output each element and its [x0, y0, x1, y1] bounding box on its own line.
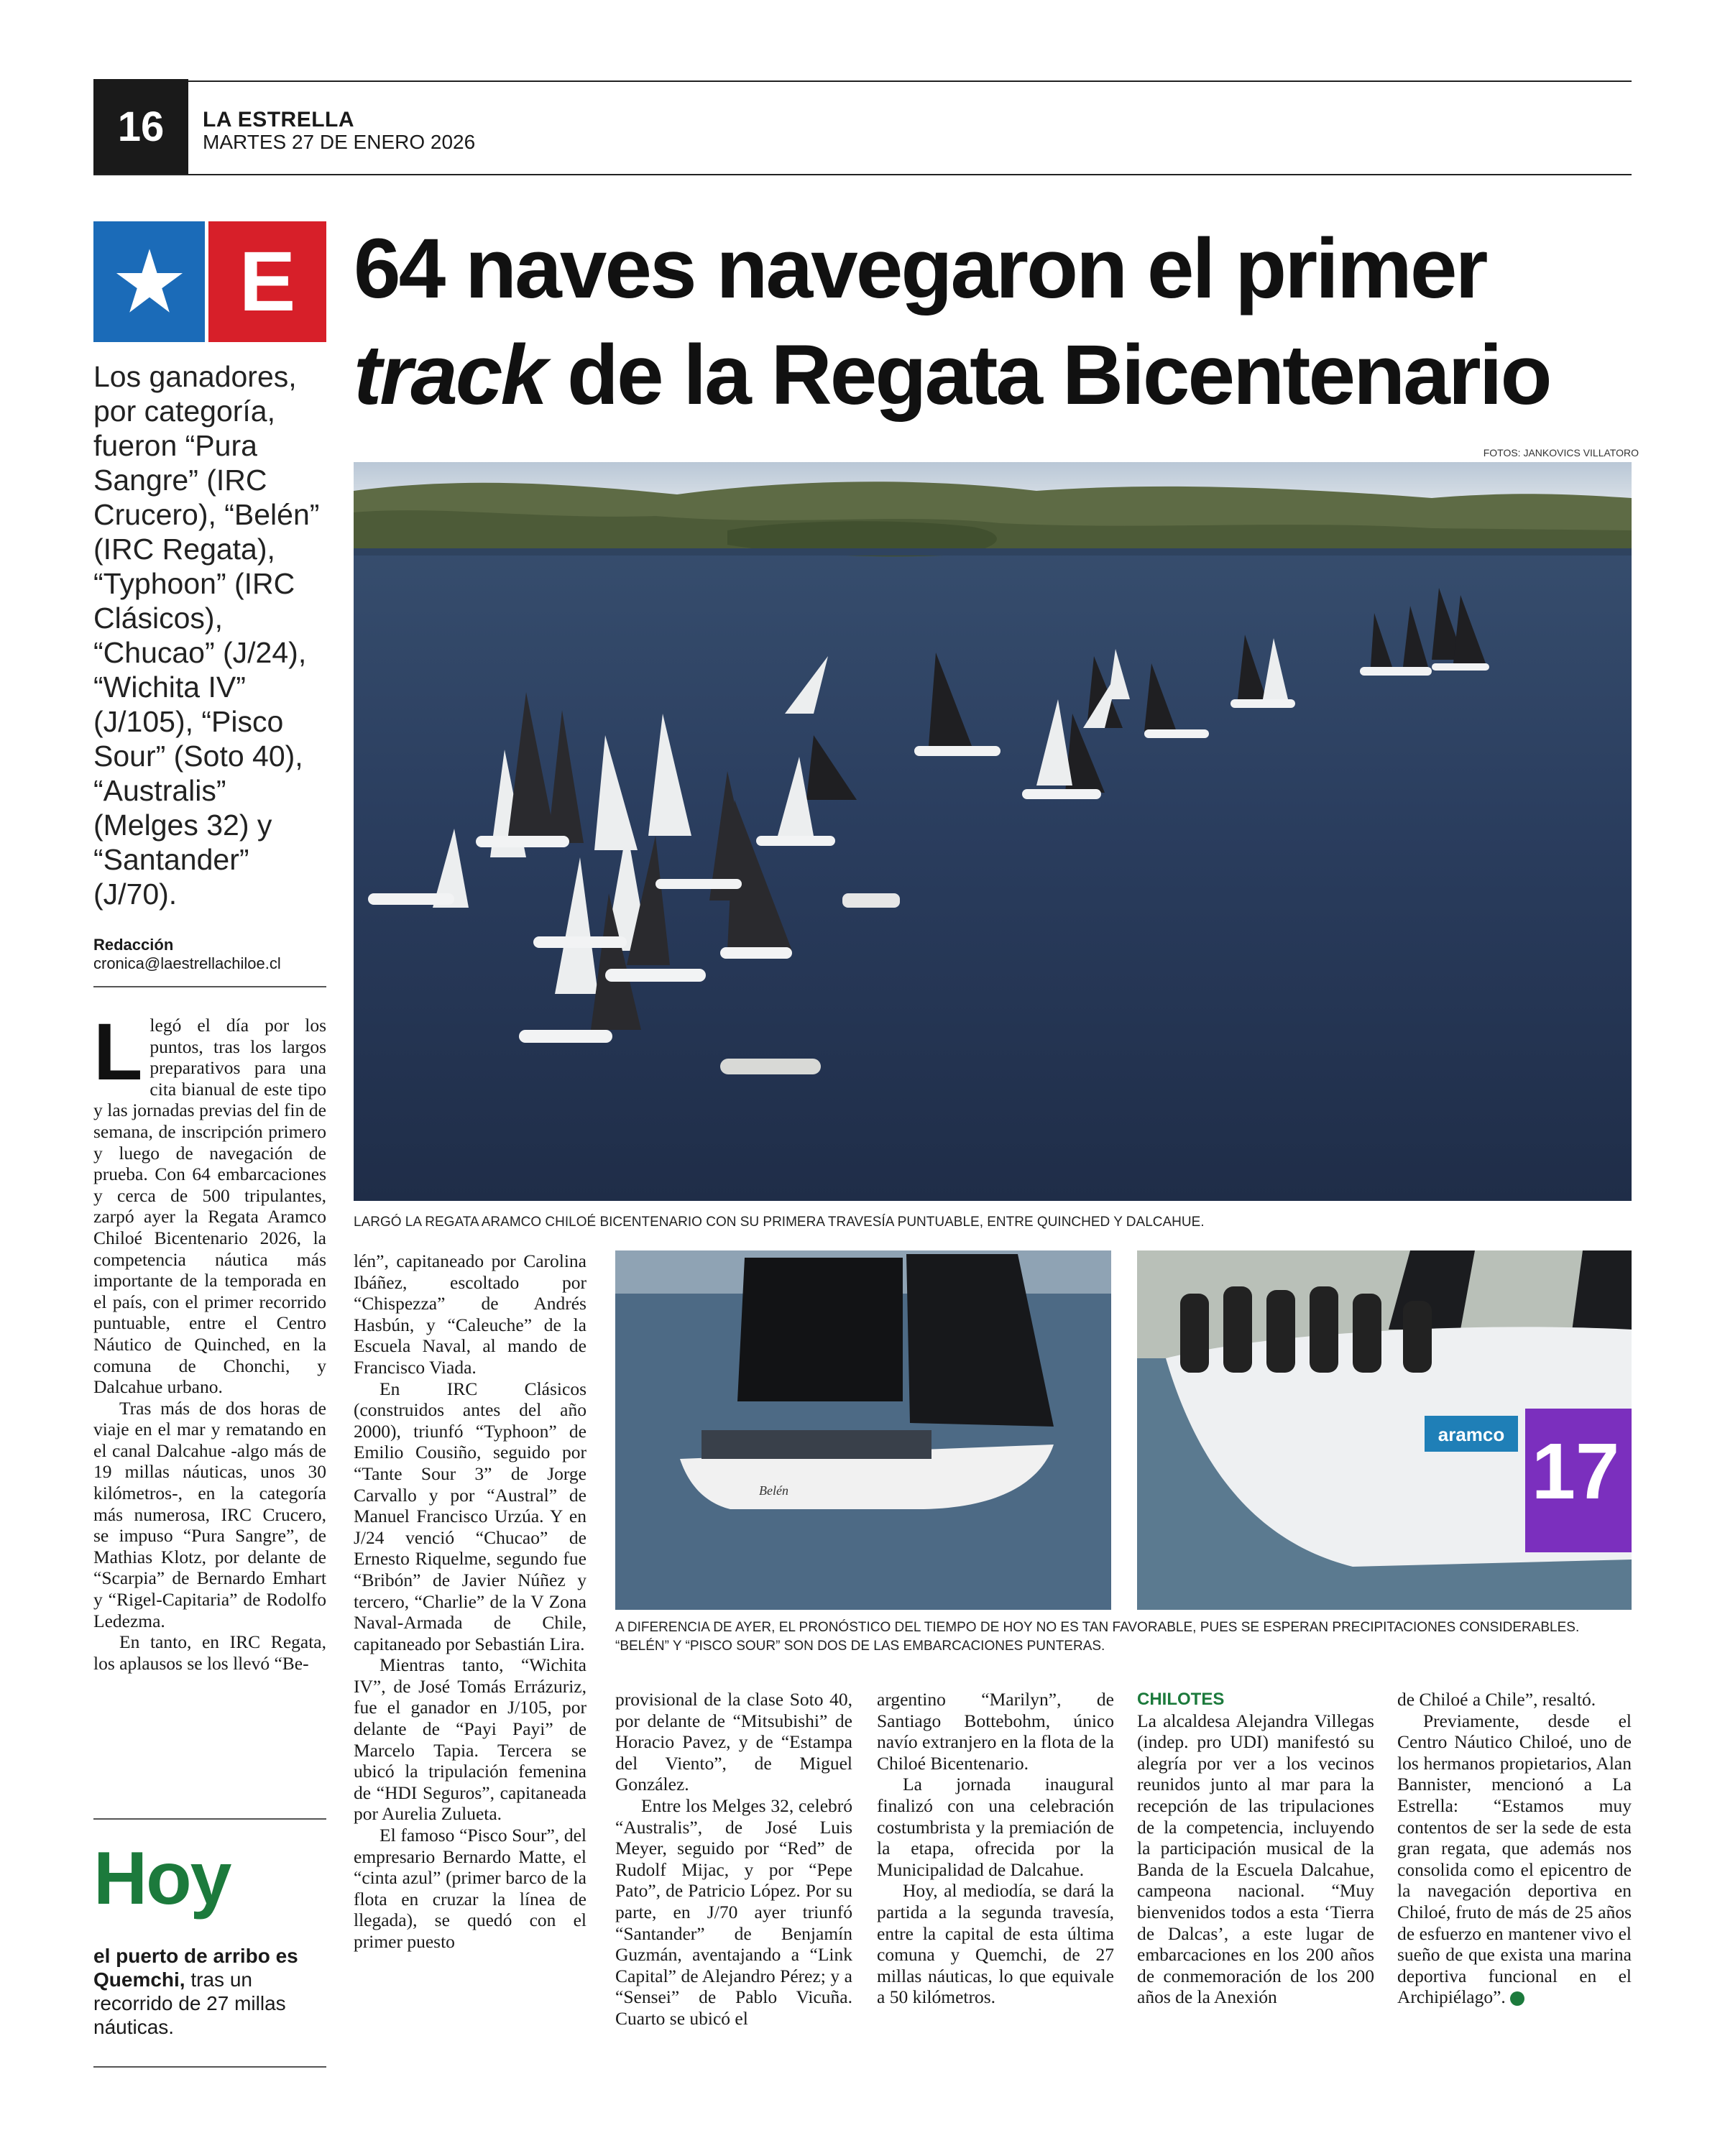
- col2-paragraph-2: En IRC Clásicos (construidos antes del año 2000), triunfó “Typhoon” de Emilio Cousiño, seguido por “Tante Sour 3” de Jorge Carvallo y por “Austral” de Manuel Francisco Urzúa. Y en J/24 venció “Chucao” de Ernesto Riquelme, segundo fue “Bribón” de Javier Núñez y tercero, “Charlie” de la V Zona Naval-Armada de Chile, capitaneado por Sebastián Lira.: [354, 1378, 586, 1654]
- main-photo-regatta-fleet: [354, 462, 1632, 1201]
- article-column-5: [1137, 1689, 1374, 2008]
- aramco-hull-logo: aramco: [1438, 1424, 1505, 1445]
- col1-paragraph-3: En tanto, en IRC Regata, los aplausos se los llevó “Be-: [93, 1631, 326, 1674]
- sailboats-aerial-image: [354, 462, 1632, 1201]
- belen-boat-image: [615, 1250, 1111, 1610]
- col1-paragraph-2: Tras más de dos horas de viaje en el mar y rematando en el canal Dalcahue -algo más de 19 millas náuticas, unos 30 kilómetros-, en la categoría más numerosa, IRC Crucero, se impuso “Pura Sangre”, de Mathias Klotz, por delante de “Scarpia” de Bernardo Emhart y “Rigel-Capitaria” de Rodolfo Ledezma.: [93, 1397, 326, 1631]
- end-of-article-icon: ✓: [1510, 1991, 1524, 2006]
- byline-author: Redacción: [93, 936, 174, 954]
- photo-belen-sailboat: [615, 1250, 1111, 1610]
- col3-paragraph-1: provisional de la clase Soto 40, por delante de “Mitsubishi” de Horacio Pavez, y de “Estampa del Viento”, de Miguel González.: [615, 1689, 852, 1795]
- col5-paragraph-1: La alcaldesa Alejandra Villegas (indep. pro UDI) manifestó su alegría por ver a los vecinos reunidos junto al mar para la recepción de las tripulaciones de la competencia, incluyendo la participación musical de la Banda de la Escuela Dalcahue, campeona nacional. “Muy bienvenidos todos a esta ‘Tierra de Dalcas’, a este lugar de embarcaciones en los 200 años de conmemoración de los 200 años de la Anexión: [1137, 1710, 1374, 2008]
- belen-hull-name: Belén: [759, 1483, 788, 1498]
- secondary-photos-caption: A DIFERENCIA DE AYER, EL PRONÓSTICO DEL TIEMPO DE HOY NO ES TAN FAVORABLE, PUES SE ESPERAN PRECIPITACIONES CONSIDERABLES. “BELÉN” Y “PISCO SOUR” SON DOS DE LAS EMBARCACIONES PUNTERAS.: [615, 1620, 1580, 1654]
- col4-paragraph-2: La jornada inaugural finalizó con una celebración costumbrista y la premiación de la etapa, ofrecida por la Municipalidad de Dalcahue.: [877, 1774, 1114, 1880]
- col1-paragraph-1: legó el día por los puntos, tras los largos preparativos para una cita bianual de este tipo y las jornadas previas del fin de semana, de inscripción primero y luego de navegación de prueba. Con 64 embarcaciones y cerca de 500 tripulantes, zarpó ayer la Regata Aramco Chiloé Bicentenario 2026, la competencia náutica más importante de la temporada en el país, con el primer recorrido puntuable, entre el Centro Náutico de Quinched, en la comuna de Chonchi, y Dalcahue urbano.: [93, 1015, 326, 1398]
- pisco-sour-boat-image: [1137, 1250, 1632, 1610]
- col2-paragraph-3: Mientras tanto, “Wichita IV”, de José Tomás Errázuriz, fue el ganador en J/105, por delante de “Payi Payi” de Marcelo Tapia. Tercera se ubicó la tripulación femenina de “HDI Seguros”, capitaneada por Aurelia Zulueta.: [354, 1654, 586, 1825]
- today-box-title: Hoy: [93, 1837, 231, 1920]
- photo-aramco-17-sailboat: [1137, 1250, 1632, 1610]
- main-photo-caption: LARGÓ LA REGATA ARAMCO CHILOÉ BICENTENARIO CON SU PRIMERA TRAVESÍA PUNTUABLE, ENTRE QUINCHED Y DALCAHUE.: [354, 1215, 1205, 1230]
- headline-italic-word: track: [354, 328, 546, 423]
- chile-flag-star: [93, 221, 205, 342]
- sidebar-bottom-rule: [93, 2066, 326, 2068]
- col4-paragraph-1: argentino “Marilyn”, de Santiago Bottebohm, único navío extranjero en la flota de la Chiloé Bicentenario.: [877, 1689, 1114, 1774]
- page-number: 16: [93, 79, 188, 174]
- article-column-2: [354, 1250, 586, 1953]
- headline-line2: de la Regata Bicentenario: [546, 328, 1550, 423]
- newspaper-name: LA ESTRELLA: [203, 108, 355, 132]
- issue-date: MARTES 27 DE ENERO 2026: [203, 131, 476, 153]
- today-box-rest: tras un recorrido de 27 millas náuticas.: [93, 1968, 286, 2038]
- sail-number: 17: [1531, 1427, 1620, 1516]
- col6-paragraph-1: de Chiloé a Chile”, resaltó.: [1397, 1689, 1596, 1710]
- col4-paragraph-3: Hoy, al mediodía, se dará la partida a la segunda travesía, entre la capital de esta última comuna y Quemchi, de 27 millas náuticas, lo que equivale a 50 kilómetros.: [877, 1880, 1114, 2008]
- lead-divider: [93, 986, 326, 987]
- star-icon: [115, 249, 184, 315]
- section-badge-letter: E: [208, 221, 326, 342]
- sidebar-top-rule: [93, 1818, 326, 1820]
- header-bottom-rule: [93, 174, 1632, 175]
- headline: [354, 216, 1647, 428]
- col2-paragraph-4: El famoso “Pisco Sour”, del empresario Bernardo Matte, el “cinta azul” (primer barco de la flota en cruzar la línea de llegada), se quedó con el primer puesto: [354, 1825, 586, 1952]
- article-column-4: [877, 1689, 1114, 2008]
- lead-paragraph: Los ganadores, por categoría, fueron “Pura Sangre” (IRC Crucero), “Belén” (IRC Regata), “Typhoon” (IRC Clásicos), “Chucao” (J/24), “Wichita IV” (J/105), “Pisco Sour” (Soto 40), “Australis” (Melges 32) y “Santander” (J/70).: [93, 360, 320, 911]
- header-top-rule: [93, 80, 1632, 82]
- article-column-1: [93, 1007, 326, 1674]
- today-box-bold: el puerto de arribo es Quemchi,: [93, 1945, 298, 1991]
- section-subhead: CHILOTES: [1137, 1690, 1225, 1709]
- today-box-text: [93, 1944, 323, 2039]
- col3-paragraph-2: Entre los Melges 32, celebró “Australis”, de José Luis Meyer, seguido por “Red” de Rudolf Mijac, y por “Pepe Pato”, de Patricio López. Por su parte, en J/70 ayer triunfó “Santander” de Benjamín Guzmán, aventajando a “Link Capital” de Alejandro Pérez; y a “Sensei” de Pablo Vicuña. Cuarto se ubicó el: [615, 1795, 852, 2029]
- headline-line1: 64 naves navegaron el primer: [354, 221, 1486, 316]
- col2-paragraph-1: lén”, capitaneado por Carolina Ibáñez, escoltado por “Chispezza” de Andrés Hasbún, y “Caleuche” de la Escuela Naval, al mando de Francisco Viada.: [354, 1250, 586, 1378]
- article-column-3: [615, 1689, 852, 2030]
- article-column-6: [1397, 1689, 1632, 2008]
- col6-paragraph-2: Previamente, desde el Centro Náutico Chiloé, uno de los hermanos propietarios, Alan Bannister, mencionó a La Estrella: “Estamos muy contentos de ser la sede de esta gran regata, que además nos consolida como el epicentro de la navegación deportiva en Chiloé, fruto de más de 25 años de esfuerzo en mantener vivo el sueño de que exista una marina deportiva funcional en el Archipiélago”.: [1397, 1710, 1632, 2008]
- drop-cap: L: [93, 1007, 143, 1097]
- byline-email[interactable]: cronica@laestrellachiloe.cl: [93, 954, 281, 972]
- photo-credit: FOTOS: JANKOVICS VILLATORO: [1483, 447, 1639, 459]
